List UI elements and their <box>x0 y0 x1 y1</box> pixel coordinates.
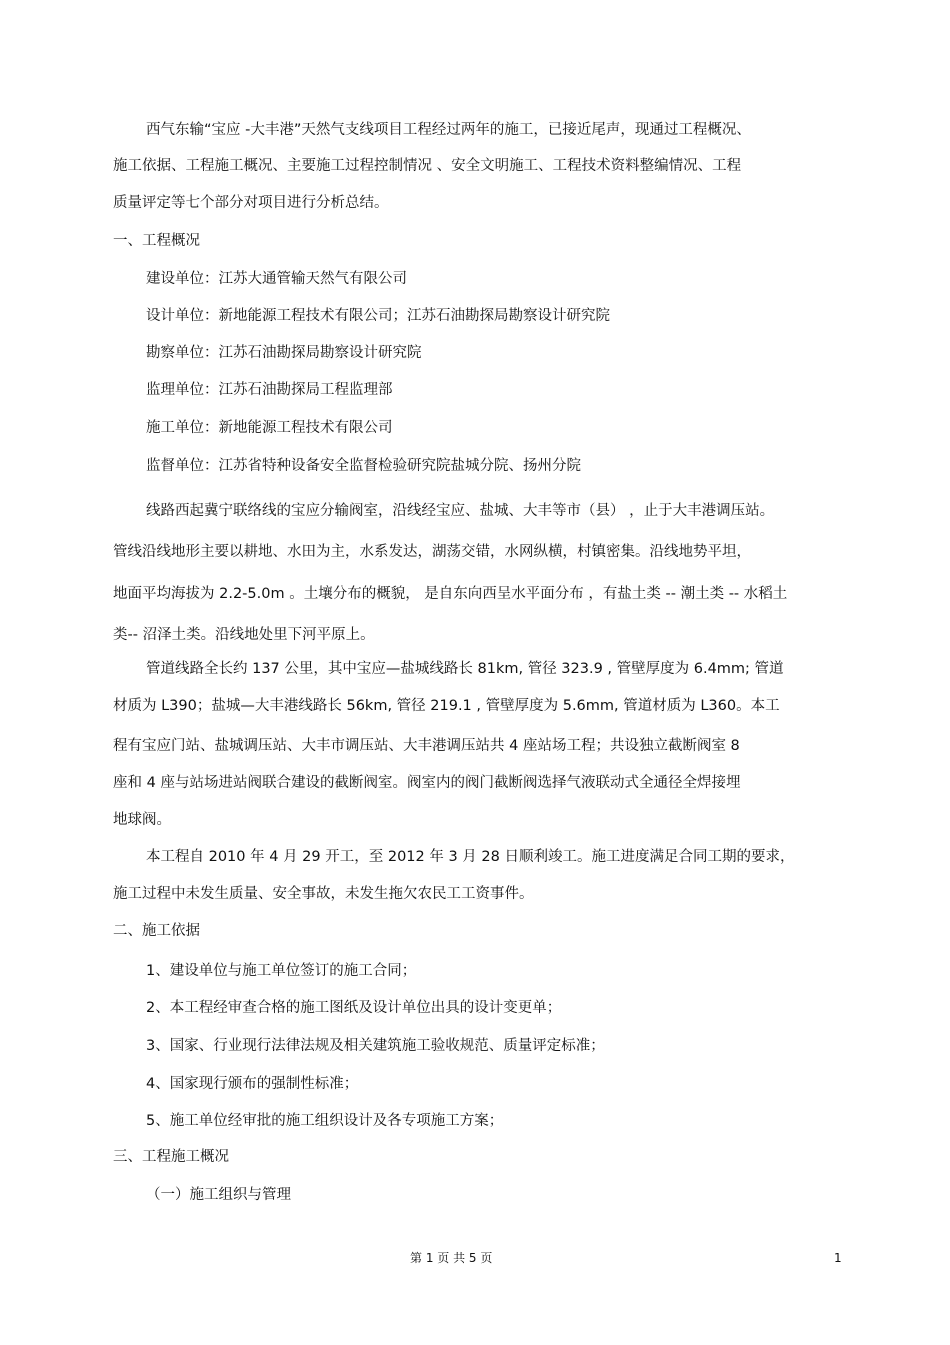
schedule-line-2: 施工过程中未发生质量、安全事故，未发生拖欠农民工工资事件。 <box>113 886 534 902</box>
route-line-4: 类-- 沼泽土类。沿线地处里下河平原上。 <box>113 627 375 643</box>
section-3-subheading: （一）施工组织与管理 <box>146 1187 291 1203</box>
pipeline-line-5: 地球阀。 <box>113 812 171 828</box>
basis-item-2: 2、本工程经审查合格的施工图纸及设计单位出具的设计变更单； <box>146 1000 562 1016</box>
route-line-2: 管线沿线地形主要以耕地、水田为主，水系发达，湖荡交错，水网纵横，村镇密集。沿线地势平坦， <box>113 544 751 560</box>
intro-line-2: 施工依据、工程施工概况、主要施工过程控制情况 、安全文明施工、工程技术资料整编情况、工程 <box>113 158 742 174</box>
section-3-heading: 三、工程施工概况 <box>113 1149 229 1165</box>
intro-line-3: 质量评定等七个部分对项目进行分析总结。 <box>113 195 389 211</box>
unit-survey: 勘察单位：江苏石油勘探局勘察设计研究院 <box>146 345 422 361</box>
intro-line-1: 西气东输“宝应 -大丰港”天然气支线项目工程经过两年的施工，已接近尾声，现通过工程概况、 <box>146 122 751 138</box>
section-2-heading: 二、施工依据 <box>113 923 200 939</box>
pipeline-line-4: 座和 4 座与站场进站阀联合建设的截断阀室。阀室内的阀门截断阀选择气液联动式全通径全焊接埋 <box>113 775 741 791</box>
basis-item-5: 5、施工单位经审批的施工组织设计及各专项施工方案； <box>146 1113 504 1129</box>
unit-contractor: 施工单位：新地能源工程技术有限公司 <box>146 420 393 436</box>
unit-design: 设计单位：新地能源工程技术有限公司；江苏石油勘探局勘察设计研究院 <box>146 308 610 324</box>
route-line-1: 线路西起冀宁联络线的宝应分输阀室，沿线经宝应、盐城、大丰等市（县） ，止于大丰港调压站。 <box>146 503 775 519</box>
page-indicator: 第 1 页 共 5 页 <box>410 1251 493 1265</box>
pipeline-line-3: 程有宝应门站、盐城调压站、大丰市调压站、大丰港调压站共 4 座站场工程；共设独立截断阀室 8 <box>113 738 740 754</box>
pipeline-line-2: 材质为 L390；盐城—大丰港线路长 56km, 管径 219.1 , 管壁厚度为 5.6mm, 管道材质为 L360。本工 <box>113 698 780 714</box>
basis-item-3: 3、国家、行业现行法律法规及相关建筑施工验收规范、质量评定标准； <box>146 1038 605 1054</box>
unit-inspection: 监督单位：江苏省特种设备安全监督检验研究院盐城分院、扬州分院 <box>146 458 581 474</box>
page-number: 1 <box>834 1251 842 1265</box>
unit-supervision: 监理单位：江苏石油勘探局工程监理部 <box>146 382 393 398</box>
basis-item-1: 1、建设单位与施工单位签订的施工合同； <box>146 963 417 979</box>
route-line-3: 地面平均海拔为 2.2-5.0m 。土壤分布的概貌， 是自东向西呈水平面分布 ，有盐土类 -- 潮土类 -- 水稻土 <box>113 586 788 602</box>
schedule-line-1: 本工程自 2010 年 4 月 29 开工，至 2012 年 3 月 28 日顺利竣工。施工进度满足合同工期的要求， <box>146 849 795 865</box>
unit-construction: 建设单位：江苏大通管输天然气有限公司 <box>146 271 407 287</box>
section-1-heading: 一、工程概况 <box>113 233 200 249</box>
pipeline-line-1: 管道线路全长约 137 公里，其中宝应—盐城线路长 81km, 管径 323.9 , 管壁厚度为 6.4mm; 管道 <box>146 661 784 677</box>
basis-item-4: 4、国家现行颁布的强制性标准； <box>146 1076 359 1092</box>
